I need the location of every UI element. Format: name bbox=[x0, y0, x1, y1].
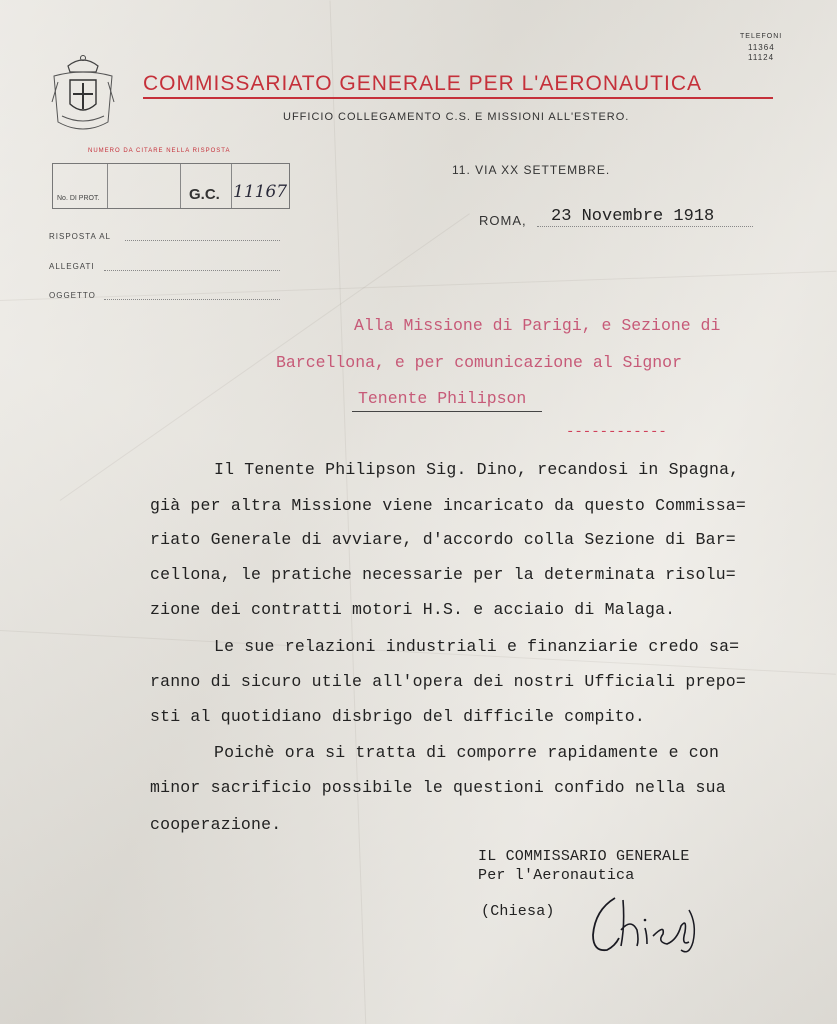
handwritten-signature bbox=[585, 880, 715, 960]
body-line: sti al quotidiano disbrigo del difficile compito. bbox=[150, 707, 645, 726]
risposta-label: RISPOSTA AL bbox=[49, 232, 111, 241]
box-divider bbox=[180, 164, 181, 208]
body-line: Le sue relazioni industriali e finanziarie credo sa= bbox=[214, 637, 740, 656]
letter-date: 23 Novembre 1918 bbox=[551, 207, 715, 226]
gc-number: 11167 bbox=[233, 182, 288, 202]
title-underline bbox=[143, 97, 773, 99]
coat-of-arms-icon bbox=[46, 52, 120, 132]
recipient-line: Tenente Philipson bbox=[358, 389, 527, 408]
body-line: riato Generale di avviare, d'accordo colla Sezione di Bar= bbox=[150, 530, 736, 549]
recipient-line: Barcellona, e per comunicazione al Signor bbox=[276, 353, 682, 372]
box-divider bbox=[107, 164, 108, 208]
telephone-number: 11364 bbox=[748, 43, 775, 52]
gc-label: G.C. bbox=[189, 186, 220, 203]
signature-subtitle: Per l'Aeronautica bbox=[478, 867, 635, 884]
oggetto-line bbox=[104, 299, 280, 300]
prot-label: No. DI PROT. bbox=[57, 195, 100, 202]
protocol-box bbox=[52, 163, 290, 209]
body-line: ranno di sicuro utile all'opera dei nostri Ufficiali prepo= bbox=[150, 672, 746, 691]
city-label: ROMA, bbox=[479, 213, 527, 228]
body-line: zione dei contratti motori H.S. e acciaio di Malaga. bbox=[150, 600, 676, 619]
telephone-numbers bbox=[748, 43, 775, 63]
letterhead-title: COMMISSARIATO GENERALE PER L'AERONAUTICA bbox=[143, 72, 703, 95]
recipient-underline bbox=[352, 411, 542, 412]
risposta-line bbox=[125, 240, 280, 241]
allegati-line bbox=[104, 270, 280, 271]
signature-name: (Chiesa) bbox=[481, 903, 555, 920]
body-line: già per altra Missione viene incaricato da questo Commissa= bbox=[150, 496, 746, 515]
body-line: cellona, le pratiche necessarie per la determinata risolu= bbox=[150, 565, 736, 584]
allegati-label: ALLEGATI bbox=[49, 262, 95, 271]
body-line: Il Tenente Philipson Sig. Dino, recandosi in Spagna, bbox=[214, 460, 740, 479]
letterhead-subtitle: UFFICIO COLLEGAMENTO C.S. E MISSIONI ALL'ESTERO. bbox=[283, 111, 630, 123]
telephone-label: TELEFONI bbox=[740, 33, 783, 40]
oggetto-label: OGGETTO bbox=[49, 291, 96, 300]
box-divider bbox=[231, 164, 232, 208]
reference-note: NUMERO DA CITARE NELLA RISPOSTA bbox=[88, 148, 231, 154]
recipient-separator: ------------ bbox=[566, 424, 667, 440]
body-line: cooperazione. bbox=[150, 815, 282, 834]
body-line: Poichè ora si tratta di comporre rapidamente e con bbox=[214, 743, 720, 762]
paper-crease bbox=[0, 271, 837, 301]
date-line bbox=[537, 226, 753, 227]
telephone-number: 11124 bbox=[748, 53, 775, 62]
recipient-line: Alla Missione di Parigi, e Sezione di bbox=[354, 316, 721, 335]
body-line: minor sacrificio possibile le questioni confido nella sua bbox=[150, 778, 726, 797]
signature-title: IL COMMISSARIO GENERALE bbox=[478, 848, 690, 865]
letterhead-address: 11. VIA XX SETTEMBRE. bbox=[452, 163, 611, 177]
